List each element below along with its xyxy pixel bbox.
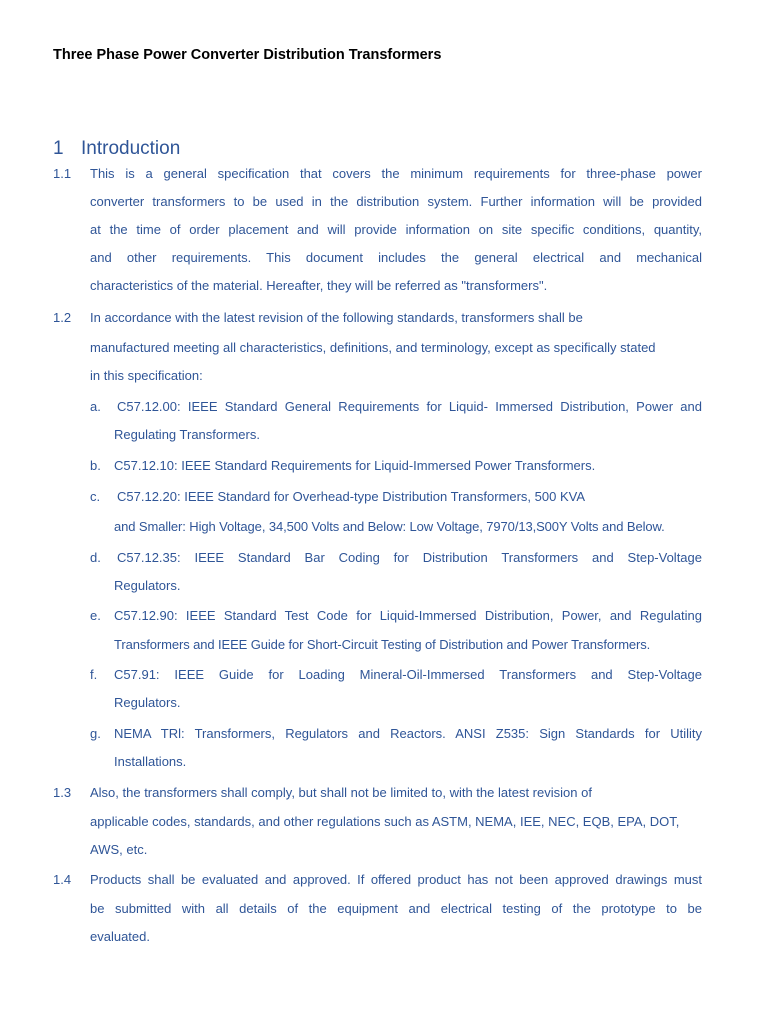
section-number: 1 <box>53 138 64 159</box>
list-item-line: Installations. <box>114 754 187 769</box>
list-item-letter: b. <box>90 458 101 473</box>
list-item-line: NEMA TRl: Transformers, Regulators and Reactors. ANSI Z535: Sign Standards for Utility <box>114 726 702 741</box>
list-item-line: C57.12.00: IEEE Standard General Requirements for Liquid- Immersed Distribution, Power and <box>117 399 702 414</box>
list-item-letter: f. <box>90 667 98 682</box>
paragraph-line: applicable codes, standards, and other regulations such as ASTM, NEMA, IEE, NEC, EQB, EPA, DOT, <box>90 814 680 829</box>
list-item-line: Transformers and IEEE Guide for Short-Circuit Testing of Distribution and Power Transformers. <box>114 637 651 652</box>
list-item-line: Regulators. <box>114 695 181 710</box>
paragraph-number: 1.3 <box>53 785 72 800</box>
list-item-line: C57.12.35: IEEE Standard Bar Coding for Distribution Transformers and Step-Voltage <box>117 550 702 565</box>
list-item-line: Regulating Transformers. <box>114 427 260 442</box>
list-item-letter: a. <box>90 399 101 414</box>
list-item-line: C57.12.10: IEEE Standard Requirements for Liquid-Immersed Power Transformers. <box>114 458 596 473</box>
paragraph-line: be submitted with all details of the equipment and electrical testing of the prototype to be <box>90 901 702 916</box>
list-item-line: and Smaller: High Voltage, 34,500 Volts and Below: Low Voltage, 7970/13,S00Y Volts and Below. <box>114 519 665 534</box>
section-title: Introduction <box>81 138 181 159</box>
list-item-letter: g. <box>90 726 101 741</box>
paragraph-line: converter transformers to be used in the distribution system. Further information will be provided <box>90 194 702 209</box>
paragraph-line: Also, the transformers shall comply, but shall not be limited to, with the latest revision of <box>90 785 592 800</box>
list-item-letter: d. <box>90 550 101 565</box>
list-item-line: C57.12.20: IEEE Standard for Overhead-type Distribution Transformers, 500 KVA <box>117 489 585 504</box>
section-heading <box>53 138 180 160</box>
paragraph-line: This is a general specification that covers the minimum requirements for three-phase power <box>90 166 702 181</box>
document-title: Three Phase Power Converter Distribution Transformers <box>53 47 442 63</box>
paragraph-line: in this specification: <box>90 368 203 383</box>
list-item-letter: e. <box>90 608 101 623</box>
paragraph-number: 1.4 <box>53 872 72 887</box>
paragraph-line: manufactured meeting all characteristics, definitions, and terminology, except as specifically stated <box>90 340 656 355</box>
paragraph-line: characteristics of the material. Hereafter, they will be referred as "transformers". <box>90 278 548 293</box>
list-item-line: C57.91: IEEE Guide for Loading Mineral-Oil-Immersed Transformers and Step-Voltage <box>114 667 702 682</box>
list-item-line: C57.12.90: IEEE Standard Test Code for Liquid-Immersed Distribution, Power, and Regulating <box>114 608 702 623</box>
list-item-letter: c. <box>90 489 101 504</box>
paragraph-line: at the time of order placement and will provide information on site specific conditions, quantity, <box>90 222 702 237</box>
paragraph-number: 1.1 <box>53 166 72 181</box>
paragraph-line: evaluated. <box>90 929 150 944</box>
list-item-line: Regulators. <box>114 578 181 593</box>
paragraph-line: In accordance with the latest revision of the following standards, transformers shall be <box>90 310 583 325</box>
paragraph-line: Products shall be evaluated and approved. If offered product has not been approved drawings must <box>90 872 702 887</box>
paragraph-line: AWS, etc. <box>90 842 148 857</box>
paragraph-line: and other requirements. This document includes the general electrical and mechanical <box>90 250 702 265</box>
paragraph-number: 1.2 <box>53 310 72 325</box>
